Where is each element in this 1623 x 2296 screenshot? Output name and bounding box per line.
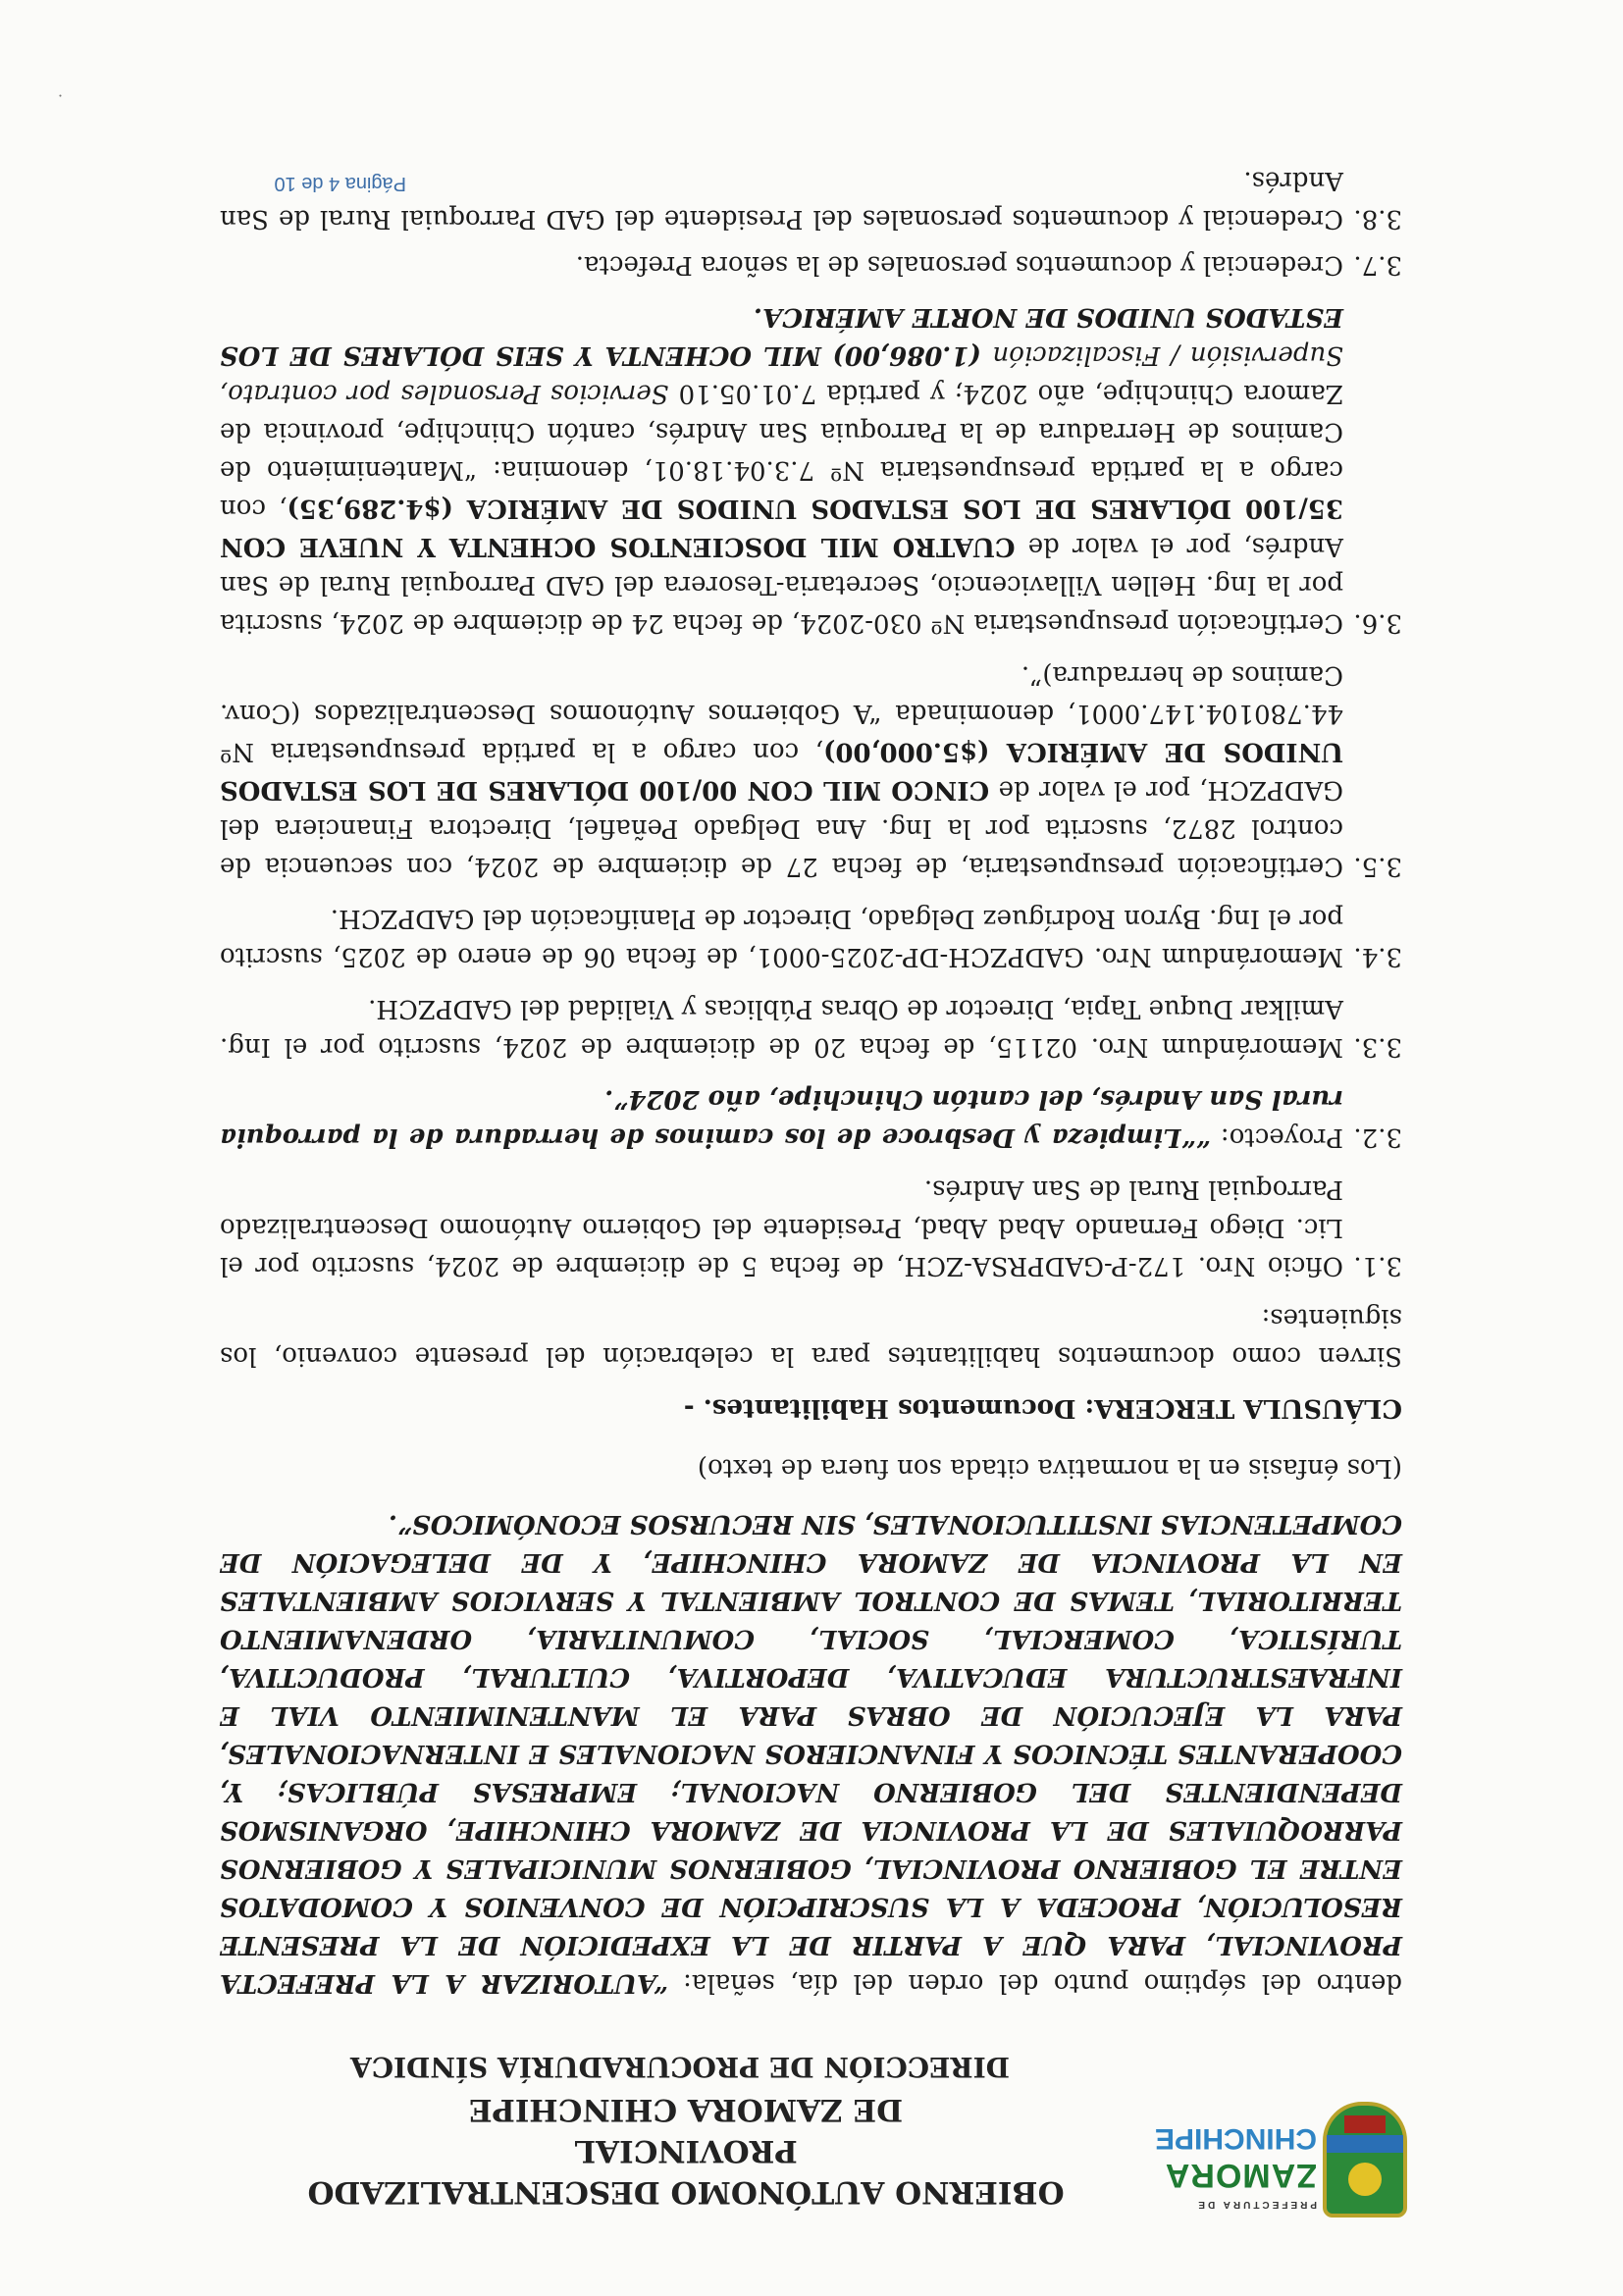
- prefecture-logo: [1154, 2070, 1427, 2237]
- coat-of-arms-icon: [1323, 2102, 1407, 2218]
- intro-lead: dentro del séptimo punto del orden del día, señala:: [667, 1968, 1402, 1998]
- item-number: 3.4.: [1353, 942, 1402, 971]
- list-item: [220, 1079, 1402, 1156]
- item-italic-text: Servicios Personales por contrato, Supervisión / Fiscalización: [219, 340, 1343, 408]
- item-number: 3.8.: [1353, 204, 1402, 234]
- document-body: [220, 161, 1402, 2002]
- amount-text: CINCO MIL CON 00/100 DÓLARES DE LOS ESTADOS UNIDOS DE AMÉRICA ($5.000,00): [220, 737, 1343, 805]
- resolution-quote: “AUTORIZAR A LA PREFECTA PROVINCIAL, PARA QUE A PARTIR DE LA EXPEDICIÓN DE LA PRESENTE RESOLUCIÓN, PROCEDA A LA SUSCRIPCIÓN DE CONVENIOS Y COMODATOS ENTRE EL GOBIERNO PROVINCIAL, GOBIERNOS MUNICIPALES Y GOBIERNOS PARROQUIALES DE LA PROVINCIA DE ZAMORA CHINCHIPE, ORGANISMOS DEPENDIENTES DEL GOBIERNO NACIONAL; EMPRESAS PÚBLICAS; Y, COOPERANTES TÉCNICOS Y FINANCIEROS NACIONALES E INTERNACIONALES, PARA LA EJECUCIÓN DE OBRAS PARA EL MANTENIMIENTO VIAL E INFRAESTRUCTURA EDUCATIVA, DEPORTIVA, CULTURAL, PRODUCTIVA, TURÍSTICA, COMERCIAL, SOCIAL, COMUNITARIA, ORDENAMIENTO TERRITORIAL, TEMAS DE CONTROL AMBIENTAL Y SERVICIOS AMBIENTALES EN LA PROVINCIA DE ZAMORA CHINCHIPE, Y DE DELEGACIÓN DE COMPETENCIAS INSTITUCIONALES, SIN RECURSOS ECONÓMICOS”.: [220, 1509, 1402, 1998]
- item-text: Proyecto:: [1210, 1122, 1343, 1152]
- item-number: 3.5.: [1353, 852, 1402, 881]
- list-item: [220, 989, 1402, 1066]
- clause-lead: Sirven como documentos habilitantes para la celebración del presente convenio, los siguientes:: [220, 1303, 1402, 1371]
- item-text-continued: , con cargo a la partida presupuestaria Nº 7.3.04.18.01, denomina: “Mantenimiento de Caminos de Herradura de la Parroquia San Andrés, cantón Chinchipe, provincia de Zamora Chinchipe, año 2024; y partida 7.01.05.10: [220, 379, 1343, 523]
- list-item: [220, 245, 1402, 284]
- item-text: Certificación presupuestaria Nº 030-2024, de fecha 24 de diciembre de 2024, suscrita por la Ing. Hellen Villavicencio, Secretaria-Tesorera del GAD Parroquial Rural de San Andrés, por el valor de: [220, 532, 1343, 638]
- item-text: Oficio Nro. 172-P-GADPRSA-ZCH, de fecha 5 de diciembre de 2024, suscrito por el Lic. Diego Fernando Abad Abad, Presidente del Gobierno Autónomo Descentralizado Parroquial Rural de San Andrés.: [220, 1174, 1343, 1280]
- list-item: [220, 297, 1402, 642]
- amount-text-2: (1.086,00) MIL OCHENTA Y SEIS DÓLARES DE LOS ESTADOS UNIDOS DE NORTE AMÉRICA.: [219, 302, 1343, 370]
- item-text: Certificación presupuestaria, de fecha 27 de diciembre de 2024, con secuencia de control 2872, suscrita por la Ing. Ana Delgado Peñafiel, Directora Financiera del GADPZCH, por el valor de: [220, 775, 1343, 881]
- item-number: 3.3.: [1353, 1032, 1402, 1062]
- item-text: Credencial y documentos personales de la señora Prefecta.: [575, 250, 1343, 280]
- clause-title: CLÁUSULA TERCERA: Documentos Habilitantes. -: [683, 1393, 1402, 1423]
- item-text: Memorándum Nro. GADPZCH-DP-2025-0001, de fecha 06 de enero de 2025, suscrito por el Ing. Byron Rodríguez Delgado, Director de Planificación del GADPZCH.: [220, 904, 1343, 971]
- list-item: [220, 655, 1402, 885]
- logo-zamora: ZAMORA: [1164, 2157, 1317, 2194]
- logo-prefix: PREFECTURA DE: [1195, 2199, 1317, 2210]
- item-text: Credencial y documentos personales del Presidente del GAD Parroquial Rural de San Andrés.: [220, 166, 1343, 234]
- org-line-1: OBIERNO AUTÓNOMO DESCENTRALIZADO PROVINCIAL: [307, 2133, 1065, 2210]
- item-number: 3.6.: [1353, 608, 1402, 638]
- department-name: DIRECCIÓN DE PROCURADURÍA SÍNDICA: [349, 2051, 1010, 2083]
- item-number: 3.1.: [1353, 1251, 1402, 1280]
- list-item: [220, 899, 1402, 975]
- scan-mark: ·: [57, 86, 63, 105]
- item-number: 3.2.: [1353, 1122, 1402, 1152]
- item-number: 3.7.: [1353, 250, 1402, 280]
- item-text-continued: , con cargo a la partida presupuestaria Nº 44.780104.147.0001, denominada “A Gobiernos Autónomos Descentralizados (Conv. Caminos de herradura)”.: [219, 660, 1343, 766]
- logo-chinchipe: CHINCHIPE: [1154, 2122, 1317, 2155]
- organization-name: [225, 2089, 1147, 2213]
- intro-paragraph: [220, 1504, 1402, 2002]
- project-title: ““Limpieza y Desbroce de los caminos de herradura de la parroquia rural San Andrés, del cantón Chinchipe, año 2024”.: [220, 1084, 1343, 1152]
- item-text: Memorándum Nro. 02115, de fecha 20 de diciembre de 2024, suscrito por el Ing. Amilkar Duque Tapia, Director de Obras Públicas y Vialidad del GADPZCH.: [220, 994, 1343, 1062]
- list-item: [220, 1170, 1402, 1284]
- letterhead: [53, 2041, 1427, 2237]
- amount-text: CUATRO MIL DOSCIENTOS OCHENTA Y NUEVE CON 35/100 DÓLARES DE LOS ESTADOS UNIDOS DE AMÉRICA ($4.289,35): [220, 494, 1343, 561]
- emphasis-note: (Los énfasis en la normativa citada son fuera de texto): [697, 1453, 1402, 1483]
- org-line-2: DE ZAMORA CHINCHIPE: [468, 2092, 904, 2127]
- page-number: Página 4 de 10: [274, 173, 406, 194]
